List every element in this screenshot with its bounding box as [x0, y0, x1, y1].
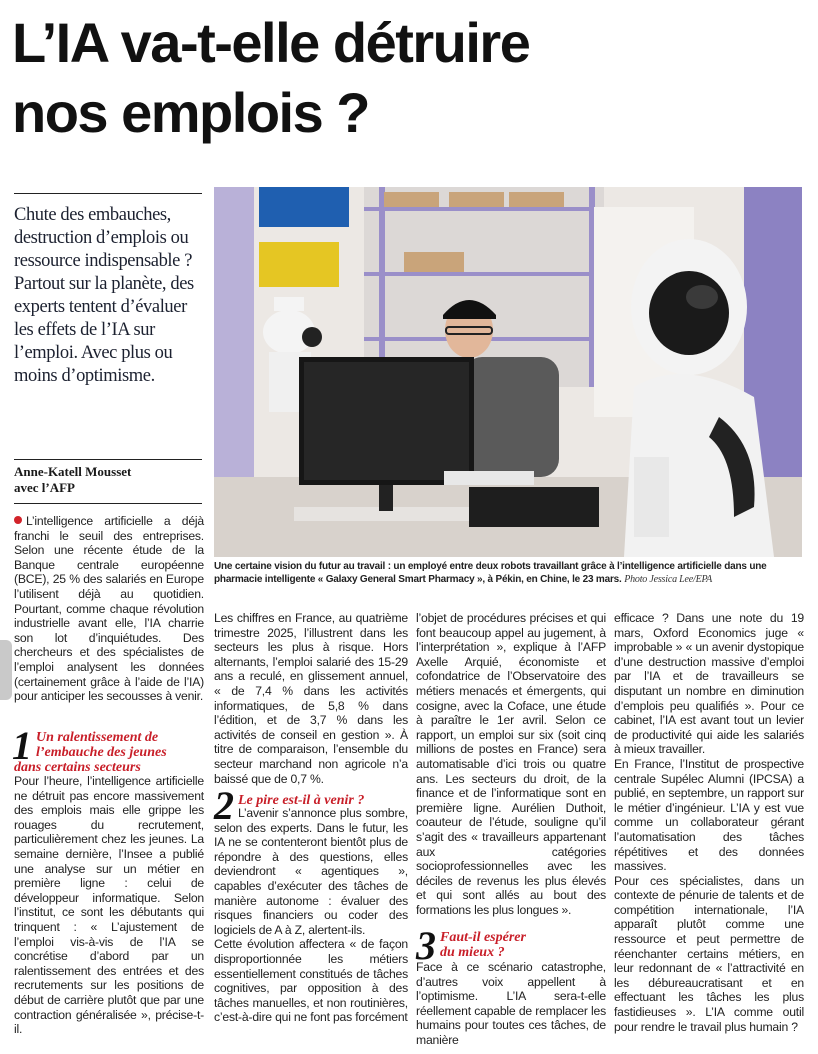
chapo: Chute des embauches, destruction d’emplois ou ressource indispensable ? Partout sur la planète, des experts tentent d’évaluer les effets de l’IA sur l’emploi. Avec plus ou moins d’optimisme. [14, 205, 194, 386]
rule-intro-top [14, 503, 202, 504]
side-tab-handle[interactable] [0, 640, 12, 700]
column-3-text: l’objet de procédures précises et qui font beaucoup appel au jugement, à l’interprétation », explique à l’AFP Axelle Arquié, économiste et cofondatrice de l’Observatoire des métiers menacés et émergents, qui cosigne, avec la Coface, une étude à paraître le 1er avril. Selon ce rapport, un emploi sur six (soit cinq millions de postes en France) sera automatisable d’ici trois ou quatre ans. Les secteurs du droit, de la finance et de l’informatique sont en première ligne. Aurélien Duthoit, coauteur de l’étude, souligne qu’il s’agit des « travailleurs appartenant aux catégories socioprofessionnelles avec les déciles de revenus les plus élevés et qui sont allés au bout des formations les plus longues ». [416, 611, 606, 917]
column-4-paragraph-2: En France, l’Institut de prospective centrale Supélec Alumni (IPCSA) a publié, en septembre, un rapport sur le métier d’ingénieur. L’IA y est vue comme un collaborateur gérant l’automatisation des tâches répétitives et des données massives. [614, 756, 804, 874]
photo-credit: Photo Jessica Lee/EPA [624, 574, 713, 585]
photo-caption [214, 560, 804, 586]
column-1-section-1 [14, 774, 204, 1037]
section-1-title-line-1: Un ralentissement de [36, 730, 159, 745]
byline-agency: avec l’AFP [14, 480, 76, 495]
section-2-number: 2 [214, 783, 234, 828]
section-1-title [14, 730, 167, 775]
headline-line-1: L’IA va-t-elle détruire [12, 11, 530, 74]
section-3-text: Face à ce scénario catastrophe, d’autres voix appellent à l’optimisme. L’IA sera-t-elle réellement capable de remplacer les humains pour toutes ces tâches, de manière [416, 960, 606, 1047]
section-3-title-line-2: du mieux ? [440, 945, 505, 960]
section-3-number: 3 [416, 923, 436, 968]
intro-text: L’intelligence artificielle a déjà franchi le seuil des entreprises. Selon une récente étude de la Banque centrale européenne (BCE), 25 % des salariés en Europe l’utilisent déjà au quotidien. Pourtant, comme chaque révolution industrielle avant elle, l’IA charrie son lot d’inquiétudes. Des chercheurs et des spécialistes de l’emploi analysent les données (certainement grâce à l’aide de l’IA) pour anticiper les secousses à venir. [14, 514, 204, 704]
section-2-title-line-1: Le pire est-il à venir ? [238, 793, 365, 808]
intro-paragraph [14, 514, 204, 704]
article-photo [214, 187, 802, 557]
column-4-paragraph-1: efficace ? Dans une note du 19 mars, Oxford Economics juge « improbable » « un avenir dystopique d’une destruction massive d’emploi par l’IA et de travailleurs se disputant un nombre en diminution d’emplois peu qualifiés ». Pour ce cabinet, l’IA est avant tout un levier de productivité qui aide les salariés à mieux travailler. [614, 611, 804, 757]
column-2-top [214, 611, 408, 786]
pharmacy-robots-photo [214, 187, 802, 557]
section-1-title-line-2: l’embauche des jeunes [36, 745, 167, 760]
column-2-section-2 [214, 806, 408, 1025]
section-2-text-b: Cette évolution affectera « de façon disproportionnée les métiers essentiellement constitués de tâches cognitives, par opposition à des tâches manuelles, et non routinières, c’est-à-dire qui ne font pas forcément [214, 937, 408, 1025]
section-2-text: L’avenir s’annonce plus sombre, selon des experts. Dans le futur, les IA ne se contenteront bientôt plus de répondre à des questions, elles deviendront « agentiques », capables d’exécuter des tâches de manière autonome : évaluer des risques financiers ou coder des logiciels de A à Z, alertent-ils. [214, 806, 408, 937]
rule-chapo-top [14, 193, 202, 194]
section-1-title-line-3: dans certains secteurs [14, 760, 141, 775]
section-3-title [440, 930, 526, 960]
section-3-title-line-1: Faut-il espérer [440, 930, 526, 945]
rule-byline-top [14, 459, 202, 460]
headline [12, 8, 792, 148]
column-4-paragraph-3: Pour ces spécialistes, dans un contexte de pénurie de talents et de compétition internationale, l’IA apparaît plutôt comme une ressource et peut permettre de réenchanter certains métiers, en leur redonnant de « l’attractivité en les débureaucratisant et en effectuant les tâches les plus fastidieuses ». L’IA comme outil pour rendre le travail plus humain ? [614, 873, 804, 1034]
column-3-section-3 [416, 960, 606, 1048]
column-3-top [416, 611, 606, 917]
bullet-icon [14, 516, 22, 524]
caption-text: Une certaine vision du futur au travail : un employé entre deux robots travaillant grâce à l’intelligence artificielle dans une pharmacie intelligente « Galaxy General Smart Pharmacy », à Pékin, en Chine, le 23 mars. [214, 561, 767, 585]
section-1-number: 1 [12, 723, 32, 768]
section-3-heading [416, 923, 606, 968]
column-2-text: Les chiffres en France, au quatrième trimestre 2025, l’illustrent dans les secteurs les plus à risque. Hors alternants, l’emploi salarié des 15-29 ans a reculé, en glissement annuel, « de 7,4 % dans les activités informatiques, de 5,8 % dans l’édition, et de 3,7 % dans les activités de conseil en gestion ». À titre de comparaison, l’ensemble du secteur marchand non agricole n’a baissé que de 0,7 %. [214, 611, 408, 786]
section-1-text: Pour l’heure, l’intelligence artificielle ne détruit pas encore massivement des emplois mais elle grippe les rouages du recrutement, particulièrement chez les jeunes. La semaine dernière, l’Insee a publié une analyse sur un métier en première ligne : celui de développeur informatique. Selon l’institut, ce sont les débutants qui trinquent : « L’ajustement de l’emploi vis-à-vis de l’IA se concrétise d’abord par un ralentissement des entrées et des recrutements sur les positions de début de carrière plutôt que par une contraction généralisée », précise-t-il. [14, 774, 204, 1037]
headline-line-2: nos emplois ? [12, 81, 369, 144]
byline [14, 464, 202, 496]
column-4 [614, 611, 804, 1034]
section-1-heading [12, 723, 206, 776]
byline-author: Anne-Katell Mousset [14, 464, 132, 479]
